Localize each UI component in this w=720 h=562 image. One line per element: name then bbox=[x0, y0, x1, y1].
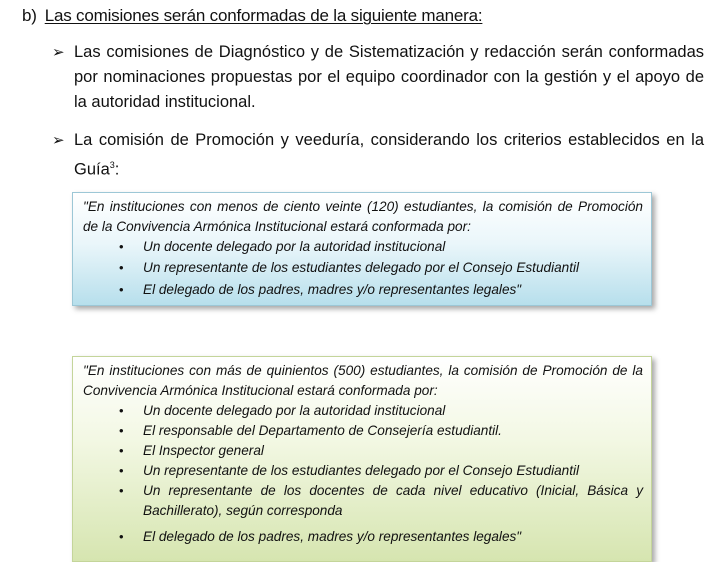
quote-box-large-institutions bbox=[72, 356, 652, 562]
section-heading-text: Las comisiones serán conformadas de la siguiente manera: bbox=[44, 6, 483, 25]
arrow-bullet-icon: ➢ bbox=[52, 131, 65, 149]
list-item-text: Un representante de los estudiantes delegado por el Consejo Estudiantil bbox=[143, 463, 580, 478]
list-item-text: El delegado de los padres, madres y/o representantes legales" bbox=[143, 282, 522, 297]
bullet-dot-icon: • bbox=[119, 260, 124, 275]
section-marker: b) bbox=[22, 6, 37, 25]
bullet-dot-icon: • bbox=[119, 443, 124, 458]
bullet-dot-icon: • bbox=[119, 403, 124, 418]
list-item-text: Un representante de los estudiantes delegado por el Consejo Estudiantil bbox=[143, 260, 580, 275]
bullet-dot-icon: • bbox=[119, 423, 124, 438]
bullet-dot-icon: • bbox=[119, 529, 124, 544]
bullet-paragraph-2 bbox=[52, 128, 704, 183]
bullet-dot-icon: • bbox=[119, 239, 124, 254]
list-item bbox=[83, 280, 643, 300]
quote-intro: "En instituciones con menos de ciento veinte (120) estudiantes, la comisión de Promoción de la Convivencia Armónica Institucional estará conformada por: bbox=[83, 199, 643, 234]
list-item bbox=[83, 527, 643, 547]
list-item bbox=[83, 421, 643, 441]
quote-list bbox=[83, 237, 643, 300]
bullet-dot-icon: • bbox=[119, 463, 124, 478]
quote-box-small-institutions bbox=[72, 192, 652, 306]
list-item-text: El delegado de los padres, madres y/o representantes legales" bbox=[143, 529, 522, 544]
bullet-dot-icon: • bbox=[119, 282, 124, 297]
list-item bbox=[83, 461, 643, 481]
bullet-text-2 bbox=[52, 128, 704, 183]
section-heading bbox=[22, 6, 482, 26]
list-item-text: El responsable del Departamento de Consejería estudiantil. bbox=[143, 423, 502, 438]
bullet-dot-icon: • bbox=[119, 483, 124, 498]
list-item-text: Un docente delegado por la autoridad institucional bbox=[143, 403, 446, 418]
list-item-text: El Inspector general bbox=[143, 443, 264, 458]
bullet-text-2-colon: : bbox=[114, 160, 120, 179]
list-item bbox=[83, 401, 643, 421]
list-item bbox=[83, 237, 643, 257]
bullet-text-2-main: La comisión de Promoción y veeduría, considerando los criterios establecidos en la Guía bbox=[74, 131, 704, 179]
arrow-bullet-icon: ➢ bbox=[52, 43, 65, 61]
footnote-ref: 3 bbox=[109, 160, 115, 170]
list-item-text: Un docente delegado por la autoridad institucional bbox=[143, 239, 446, 254]
list-item bbox=[83, 481, 643, 521]
quote-list bbox=[83, 401, 643, 547]
list-item bbox=[83, 258, 643, 278]
bullet-paragraph-1 bbox=[52, 40, 704, 115]
bullet-text-1: Las comisiones de Diagnóstico y de Sistematización y redacción serán conformadas por nominaciones propuestas por el equipo coordinador con la gestión y el apoyo de la autoridad institucional. bbox=[74, 43, 704, 111]
list-item-text: Un representante de los docentes de cada nivel educativo (Inicial, Básica y Bachillerato), según corresponda bbox=[143, 483, 643, 518]
list-item bbox=[83, 441, 643, 461]
quote-intro: "En instituciones con más de quinientos (500) estudiantes, la comisión de Promoción de la Convivencia Armónica Institucional estará conformada por: bbox=[83, 363, 643, 398]
